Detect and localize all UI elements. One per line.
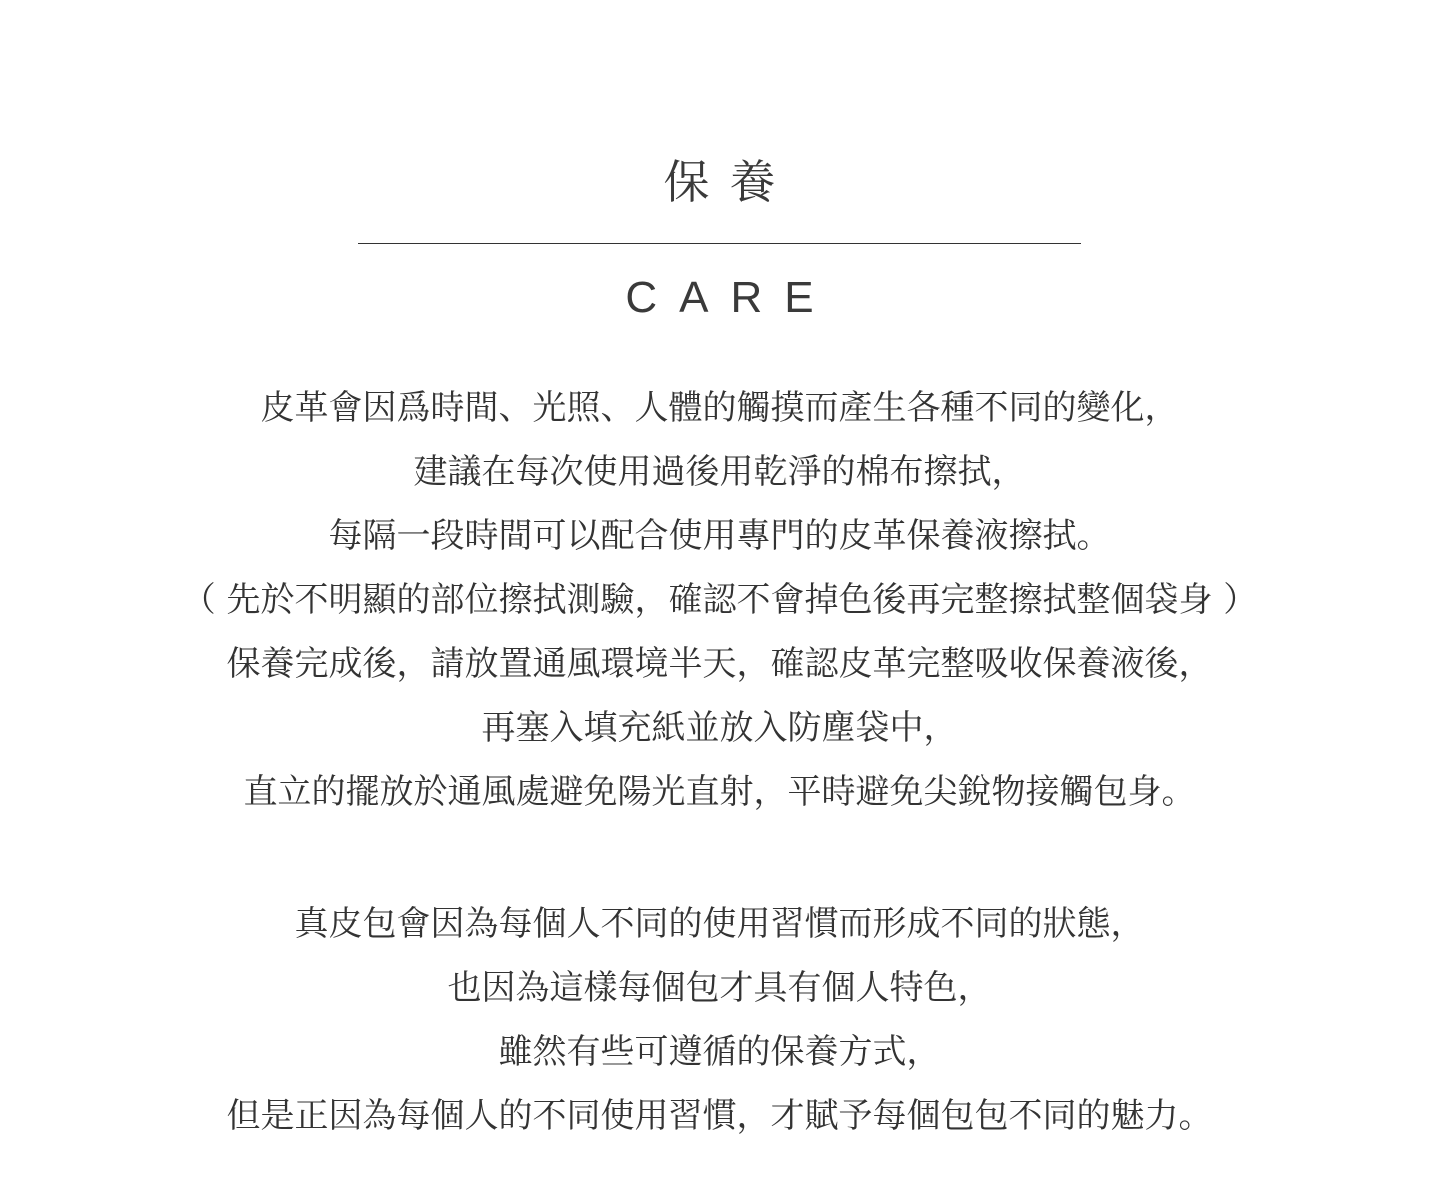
text-line: 但是正因為每個人的不同使用習慣，才賦予每個包包不同的魅力。 [226,1096,1213,1136]
text-line: 雖然有些可遵循的保養方式， [498,1032,941,1072]
text-line: 直立的擺放於通風處避免陽光直射，平時避免尖銳物接觸包身。 [243,772,1196,812]
care-title-english: CARE [625,273,836,322]
text-line: 皮革會因爲時間、光照、人體的觸摸而產生各種不同的變化， [260,388,1179,428]
care-instructions-paragraph [0,376,1439,824]
care-title-chinese: 保養 [663,155,796,209]
title-divider [358,243,1081,244]
text-line: 也因為這樣每個包才具有個人特色， [447,968,992,1008]
text-line: 再塞入填充紙並放入防塵袋中， [481,708,958,748]
text-line: 真皮包會因為每個人不同的使用習慣而形成不同的狀態， [294,904,1145,944]
text-line: 建議在每次使用過後用乾淨的棉布擦拭， [413,452,1026,492]
text-line: 保養完成後，請放置通風環境半天，確認皮革完整吸收保養液後， [226,644,1213,684]
leather-character-paragraph [0,892,1439,1148]
text-line: （ 先於不明顯的部位擦拭測驗，確認不會掉色後再完整擦拭整個袋身 ） [181,580,1258,620]
text-line: 每隔一段時間可以配合使用專門的皮革保養液擦拭。 [328,516,1111,556]
